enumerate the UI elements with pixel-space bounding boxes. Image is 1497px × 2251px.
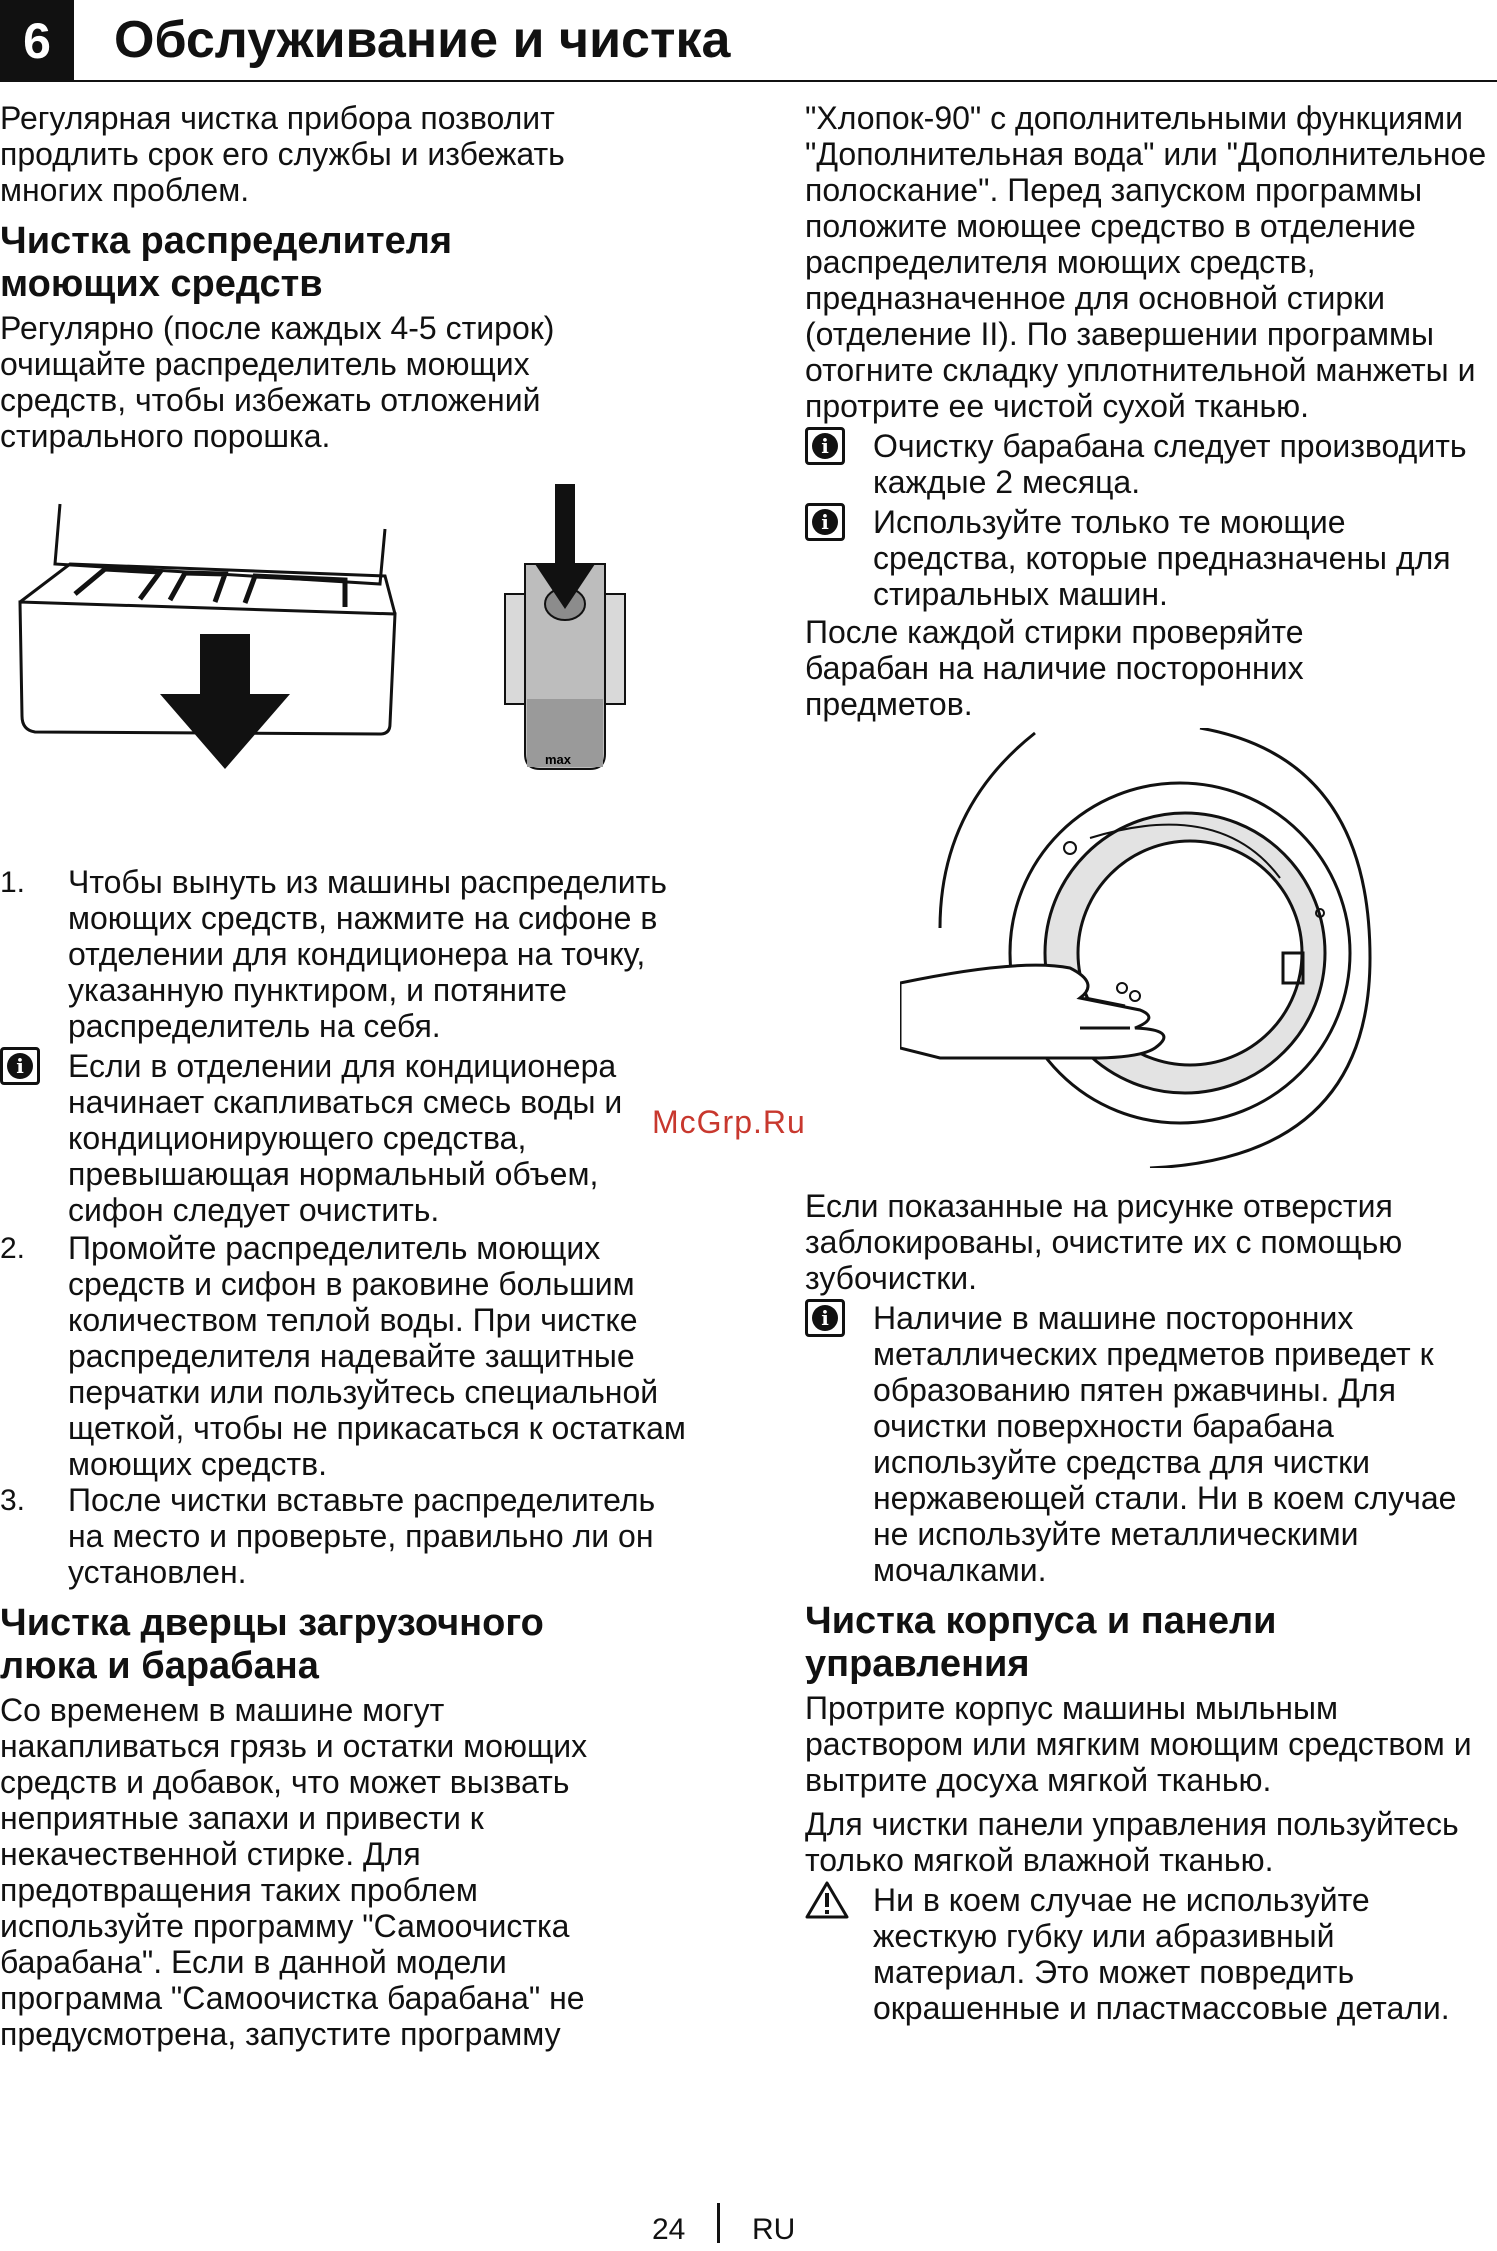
note-text: Используйте только те моющие средства, которые предназначены для стиральных машин.	[873, 504, 1451, 612]
intro-text: Регулярная чистка прибора позволит продлить срок его службы и избежать многих проблем.	[0, 100, 565, 208]
dispenser-figure	[0, 484, 700, 844]
section-text-dispenser: Регулярно (после каждых 4-5 стирок) очищайте распределитель моющих средств, чтобы избежать отложений стирального порошка.	[0, 310, 555, 454]
info-icon: i	[805, 1299, 845, 1337]
warning-text: Ни в коем случае не используйте жесткую губку или абразивный материал. Это может повредить окрашенные и пластмассовые детали.	[873, 1882, 1450, 2026]
drum-figure	[900, 728, 1460, 1168]
list-item	[0, 864, 710, 1044]
list-text: Промойте распределитель моющих средств и сифон в раковине большим количеством теплой воды. При чистке распределителя надевайте защитные перчатки или пользуйтесь специальной щеткой, чтобы не прикасаться к остаткам моющих средств.	[68, 1230, 686, 1482]
chapter-title: Обслуживание и чистка	[114, 11, 731, 69]
section-title-door: Чистка дверцы загрузочного люка и барабана	[0, 1602, 544, 1687]
warning-note	[805, 1882, 1495, 2026]
list-item	[0, 1230, 710, 1482]
section-title-body: Чистка корпуса и панели управления	[805, 1600, 1277, 1685]
list-text: После чистки вставьте распределитель на место и проверьте, правильно ли он установлен.	[68, 1482, 656, 1590]
list-number: 1.	[0, 866, 26, 899]
continued-text: "Хлопок-90" с дополнительными функциями "Дополнительная вода" или "Дополнительное полоскание". Перед запуском программы положите моющее средство в отделение распределителя моющих средств, предназначенное для основной стирки (отделение II). По завершении программы отогните складку уплотнительной манжеты и протрите ее чистой сухой тканью.	[805, 100, 1487, 424]
list-text: Чтобы вынуть из машины распределить моющих средств, нажмите на сифоне в отделении для кондиционера на точку, указанную пунктиром, и потяните распределитель на себя.	[68, 864, 667, 1044]
watermark: McGrp.Ru	[652, 1104, 806, 1140]
section-text-body-2: Для чистки панели управления пользуйтесь только мягкой влажной тканью.	[805, 1806, 1459, 1878]
note	[0, 1048, 710, 1228]
language-code: RU	[752, 2213, 796, 2246]
header-rule	[74, 80, 1497, 82]
after-wash-text: После каждой стирки проверяйте барабан на наличие посторонних предметов.	[805, 614, 1304, 722]
note-text: Очистку барабана следует производить каждые 2 месяца.	[873, 428, 1467, 500]
list-number: 3.	[0, 1484, 26, 1517]
page-header	[0, 0, 1497, 82]
info-icon: i	[0, 1047, 40, 1085]
info-icon: i	[805, 503, 845, 541]
left-column	[0, 100, 710, 2052]
note-text: Если в отделении для кондиционера начинает скапливаться смесь воды и кондиционирующего средства, превышающая нормальный объем, сифон следует очистить.	[68, 1048, 623, 1228]
info-icon: i	[805, 427, 845, 465]
note	[805, 1300, 1495, 1588]
note	[805, 504, 1495, 612]
note-text: Наличие в машине посторонних металлических предметов приведет к образованию пятен ржавчины. Для очистки поверхности барабана используйте средства для чистки нержавеющей стали. Ни в коем случае не используйте металлическими мочалками.	[873, 1300, 1457, 1588]
max-label: max	[545, 752, 572, 767]
list-number: 2.	[0, 1232, 26, 1265]
holes-text: Если показанные на рисунке отверстия заблокированы, очистите их с помощью зубочистки.	[805, 1188, 1403, 1296]
section-text-body-1: Протрите корпус машины мыльным раствором или мягким моющим средством и вытрите досуха мягкой тканью.	[805, 1690, 1472, 1798]
section-title-dispenser: Чистка распределителя моющих средств	[0, 220, 453, 305]
right-column	[805, 100, 1495, 2028]
page-number: 24	[652, 2213, 686, 2246]
list-item	[0, 1482, 710, 1590]
footer-divider	[717, 2203, 720, 2243]
note	[805, 428, 1495, 500]
section-text-door: Со временем в машине могут накапливаться грязь и остатки моющих средств и добавок, что может вызвать неприятные запахи и привести к некачественной стирке. Для предотвращения таких проблем используйте программу "Самоочистка барабана". Если в данной модели программа "Самоочистка барабана" не предусмотрена, запустите программу	[0, 1692, 588, 2052]
chapter-number: 6	[0, 0, 74, 82]
warning-triangle-icon	[805, 1880, 849, 1920]
